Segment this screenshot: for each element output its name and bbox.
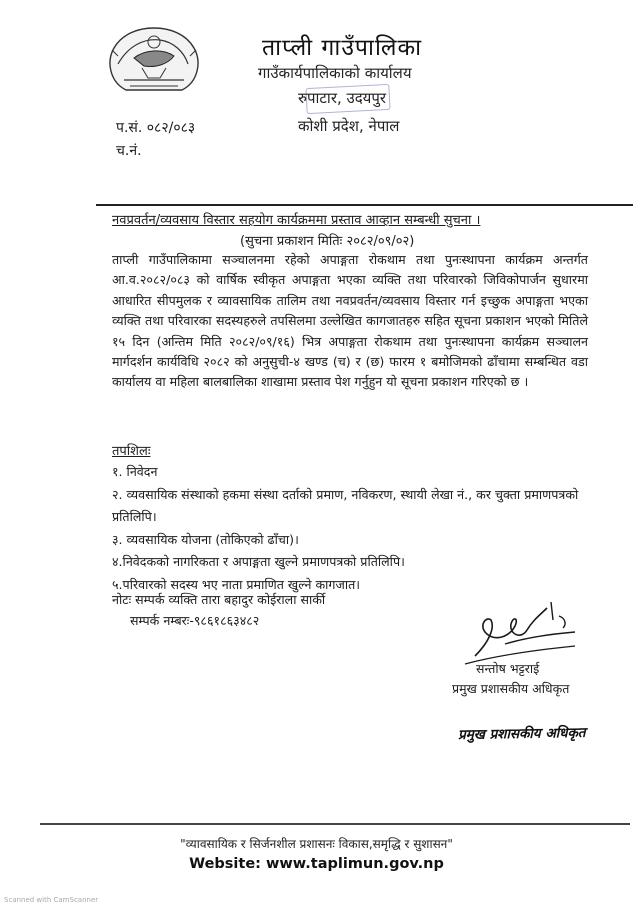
municipality-title: ताप्ली गाउँपालिका xyxy=(262,35,423,61)
footer-divider xyxy=(40,823,630,825)
publication-date: (सुचना प्रकाशन मितिः २०८२/०९/०२) xyxy=(240,234,415,249)
list-item: ५.परिवारको सदस्य भए नाता प्रमाणित खुल्ने कागजात। xyxy=(112,576,361,592)
requirements-list xyxy=(112,461,592,596)
tapsil-heading: तपशिलः xyxy=(112,444,151,459)
notice-subject: नवप्रवर्तन/व्यवसाय विस्तार सहयोग कार्यक्रममा प्रस्ताव आव्हान सम्बन्धी सुचना । xyxy=(112,213,481,228)
list-item: २. व्यवसायिक संस्थाको हकमा संस्था दर्ताको प्रमाण, नविकरण, स्थायी लेखा नं., कर चुक्ता प्रमाणपत्रको प्रतिलिपि। xyxy=(112,486,579,524)
contact-person-note: नोटः सम्पर्क व्यक्ति तारा बहादुर कोईराला सार्की xyxy=(112,592,326,607)
reference-number: प.सं. ०८२/०८३ xyxy=(116,120,196,136)
header-divider xyxy=(96,204,633,206)
handwritten-signature xyxy=(455,598,585,668)
office-name: गाउँकार्यपालिकाको कार्यालय xyxy=(258,64,412,82)
notice-body: ताप्ली गाउँपालिकामा सञ्चालनमा रहेको अपाङ्गता रोकथाम तथा पुनःस्थापना कार्यक्रम अन्तर्गत आ.व.२०८२/०८३ को वार्षिक स्वीकृत अपाङ्गता भएका व्यक्ति तथा परिवारको जिविकोपार्जन सुधारमा आधारित सीपमुलक र व्यावसायिक तालिम तथा नवप्रवर्तन/व्यवसाय विस्तार गर्न इच्छुक अपाङ्गता भएका व्यक्ति तथा परिवारका सदस्यहरुले तपसिलमा उल्लेखित कागजातहरु सहित सूचना प्रकाशन भएको मितिले १५ दिन (अन्तिम मिति २०८२/०९/१६) भित्र अपाङ्गता रोकथाम तथा पुनःस्थापना कार्यक्रम सञ्चालन मार्गदर्शन कार्यविधि २०८२ को अनुसुची-४ खण्ड (च) र (छ) फारम १ बमोजिमको ढाँचामा सम्बन्धित वडा कार्यालय वा महिला बालबालिका शाखामा प्रस्ताव पेश गर्नुहुन यो सूचना प्रकाशन गरिएको छ । xyxy=(112,252,588,390)
list-item: ४.निवेदकको नागरिकता र अपाङ्गता खुल्ने प्रमाणपत्रको प्रतिलिपि। xyxy=(112,554,405,569)
office-province: कोशी प्रदेश, नेपाल xyxy=(298,117,400,135)
footer-slogan: "व्यावसायिक र सिर्जनशील प्रशासनः विकास,समृद्धि र सुशासन" xyxy=(180,837,453,851)
signatory-designation: प्रमुख प्रशासकीय अधिकृत xyxy=(452,681,570,696)
list-item: १. निवेदन xyxy=(112,464,158,479)
signatory-name: सन्तोष भट्टराई xyxy=(476,661,540,676)
designation-seal: प्रमुख प्रशासकीय अधिकृत xyxy=(457,724,586,744)
contact-number: सम्पर्क नम्बरः-९८६१८६३४८२ xyxy=(130,613,260,628)
list-item: ३. व्यवसायिक योजना (तोकिएको ढाँचा)। xyxy=(112,531,299,547)
nepal-government-emblem-icon xyxy=(104,20,204,102)
footer-website: Website: www.taplimun.gov.np xyxy=(189,856,444,872)
dispatch-number: च.नं. xyxy=(116,143,142,159)
scanner-watermark: Scanned with CamScanner xyxy=(4,896,99,904)
office-address: रुपाटार, उदयपुर xyxy=(298,89,387,107)
